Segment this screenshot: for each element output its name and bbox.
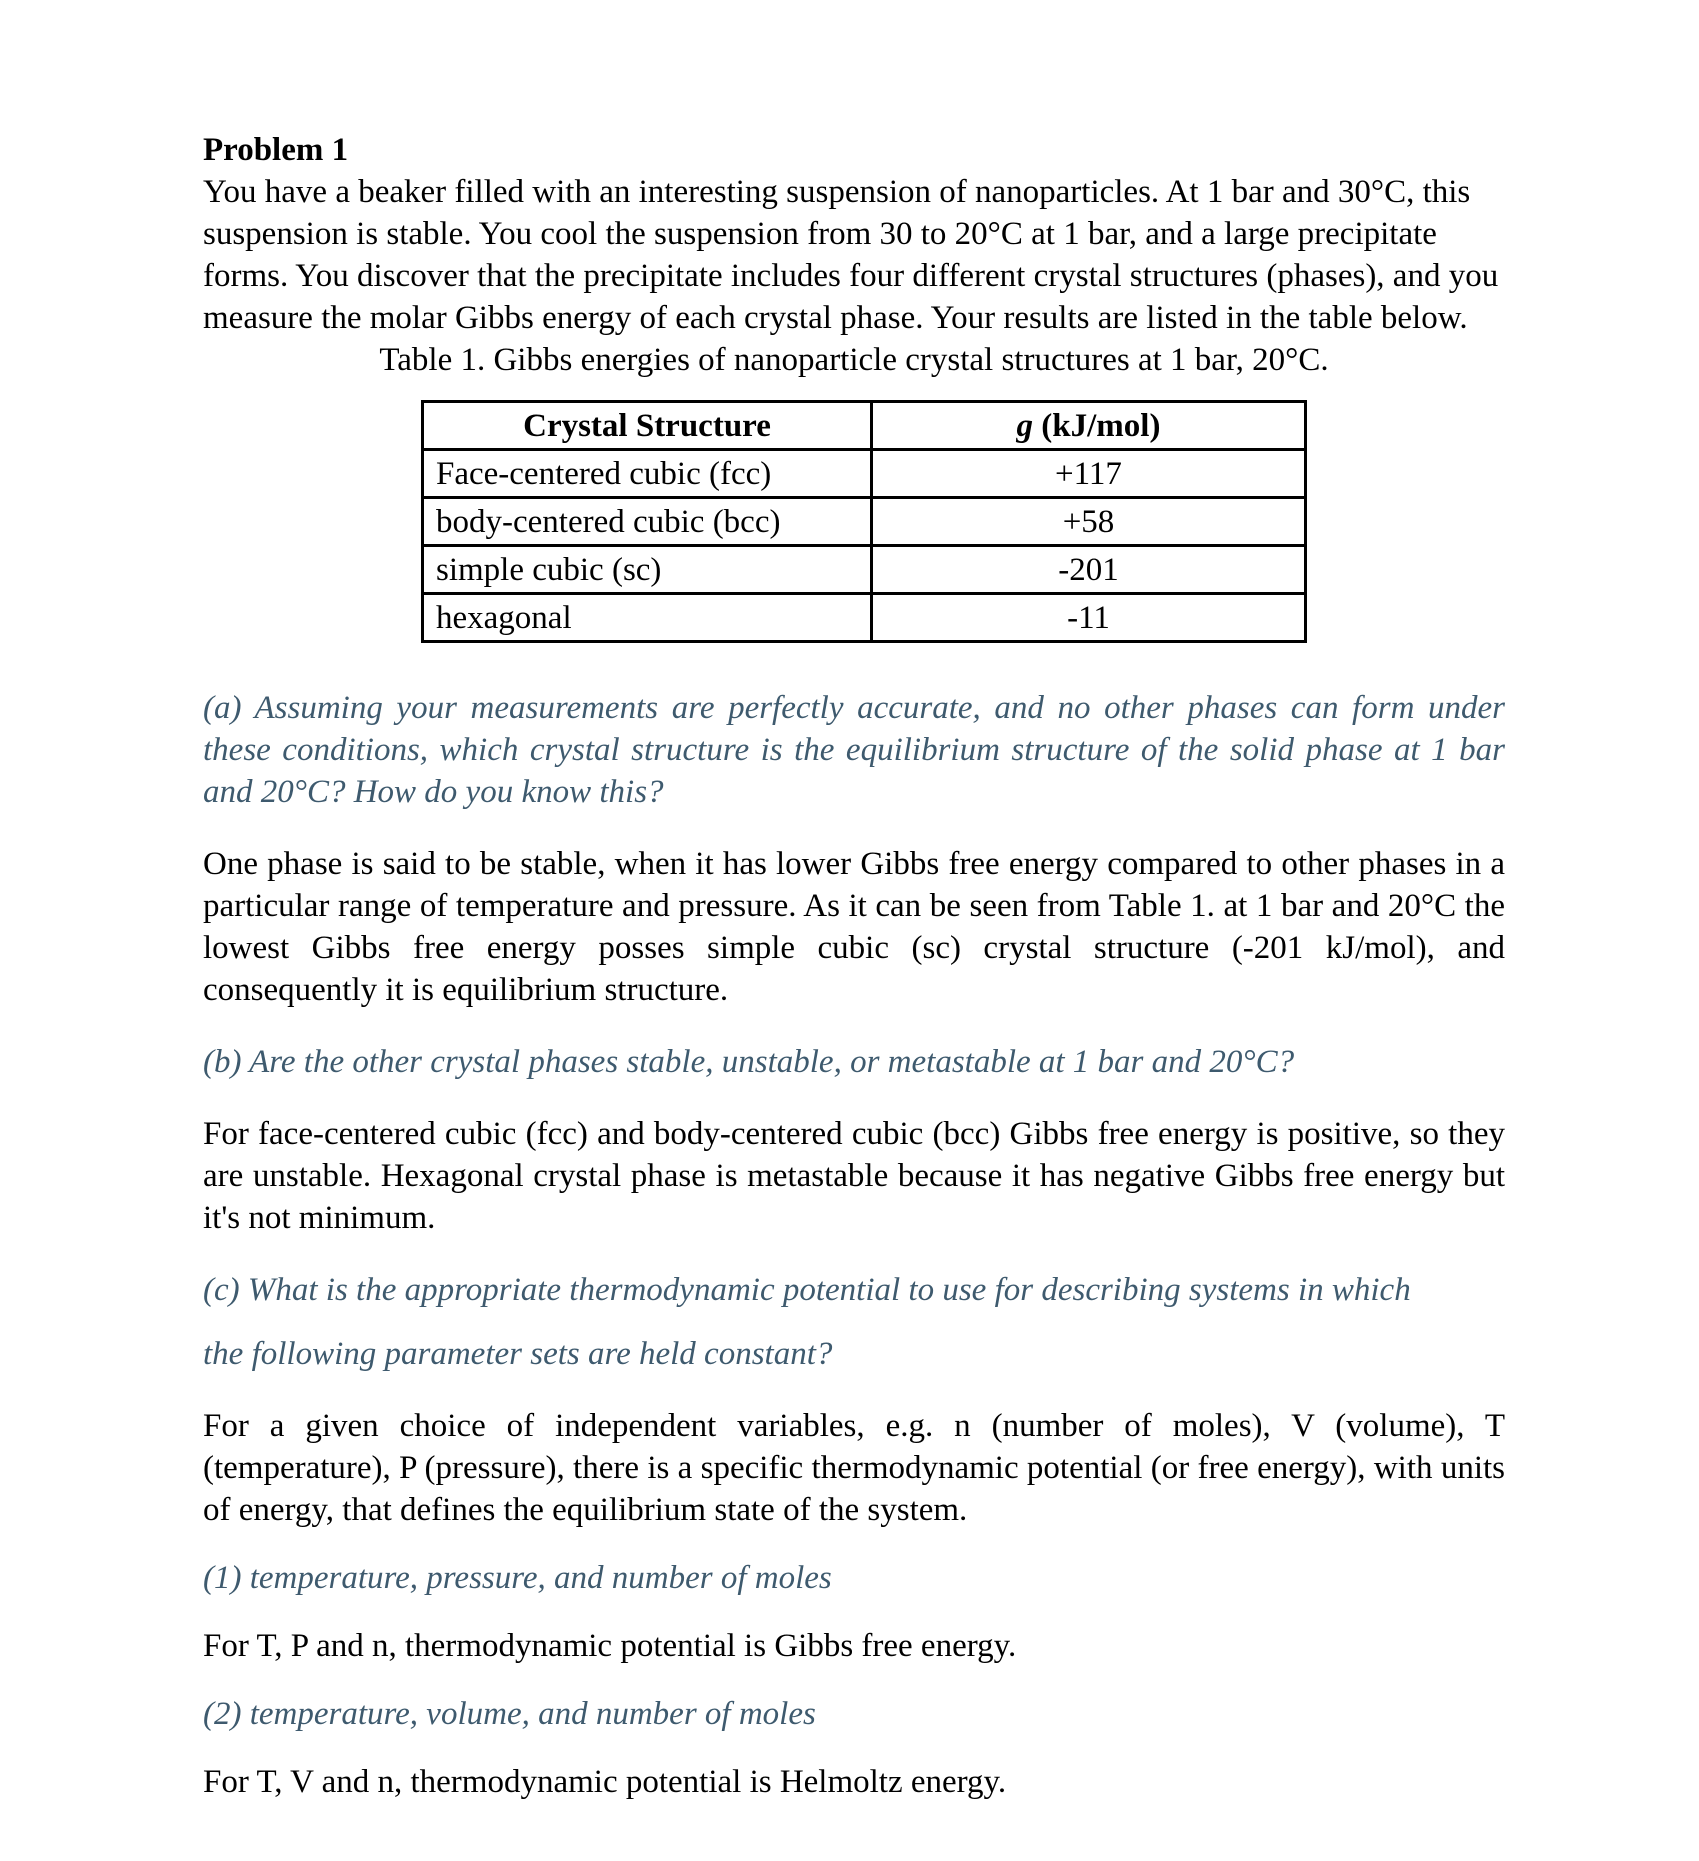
table-row-sc	[423, 546, 1306, 594]
cell-structure-bcc: body-centered cubic (bcc)	[423, 498, 872, 546]
answer-c: For a given choice of independent variables, e.g. n (number of moles), V (volume), T (temperature), P (pressure), there is a specific thermodynamic potential (or free energy), with units of energy, that defines the equilibrium state of the system.	[203, 1408, 1505, 1528]
gibbs-energy-table	[421, 400, 1307, 643]
cell-g-hexagonal: -11	[872, 594, 1306, 642]
answer-2: For T, V and n, thermodynamic potential is Helmoltz energy.	[203, 1764, 1007, 1800]
problem-title: Problem 1	[203, 132, 349, 168]
table-row-bcc	[423, 498, 1306, 546]
g-units: (kJ/mol)	[1033, 407, 1161, 444]
table-row-hexagonal	[423, 594, 1306, 642]
item-2-label: (2) temperature, volume, and number of moles	[203, 1696, 816, 1732]
question-c-line1: (c) What is the appropriate thermodynamic potential to use for describing systems in which	[203, 1272, 1411, 1308]
answer-b: For face-centered cubic (fcc) and body-centered cubic (bcc) Gibbs free energy is positive, so they are unstable. Hexagonal crystal phase is metastable because it has negative Gibbs free energy but it's not minimum.	[203, 1116, 1505, 1236]
question-b: (b) Are the other crystal phases stable, unstable, or metastable at 1 bar and 20°C?	[203, 1044, 1295, 1080]
question-c-line2: the following parameter sets are held constant?	[203, 1336, 833, 1372]
cell-g-sc: -201	[872, 546, 1306, 594]
question-a: (a) Assuming your measurements are perfectly accurate, and no other phases can form under these conditions, which crystal structure is the equilibrium structure of the solid phase at 1 bar and 20°C? How do you know this?	[203, 690, 1505, 810]
table-caption: Table 1. Gibbs energies of nanoparticle crystal structures at 1 bar, 20°C.	[379, 342, 1329, 378]
column-header-g-kjmol	[872, 402, 1306, 450]
g-symbol: g	[1016, 407, 1034, 444]
column-header-crystal-structure: Crystal Structure	[423, 402, 872, 450]
cell-g-fcc: +117	[872, 450, 1306, 498]
cell-structure-hexagonal: hexagonal	[423, 594, 872, 642]
answer-a: One phase is said to be stable, when it has lower Gibbs free energy compared to other phases in a particular range of temperature and pressure. As it can be seen from Table 1. at 1 bar and 20°C the lowest Gibbs free energy posses simple cubic (sc) crystal structure (-201 kJ/mol), and consequently it is equilibrium structure.	[203, 846, 1505, 1008]
answer-1: For T, P and n, thermodynamic potential is Gibbs free energy.	[203, 1628, 1017, 1664]
table-header-row	[423, 402, 1306, 450]
intro-paragraph: You have a beaker filled with an interesting suspension of nanoparticles. At 1 bar and 30°C, this suspension is stable. You cool the suspension from 30 to 20°C at 1 bar, and a large precipitate forms. You discover that the precipitate includes four different crystal structures (phases), and you measure the molar Gibbs energy of each crystal phase. Your results are listed in the table below.	[203, 174, 1499, 336]
cell-structure-sc: simple cubic (sc)	[423, 546, 872, 594]
cell-g-bcc: +58	[872, 498, 1306, 546]
cell-structure-fcc: Face-centered cubic (fcc)	[423, 450, 872, 498]
table-row-fcc	[423, 450, 1306, 498]
item-1-label: (1) temperature, pressure, and number of moles	[203, 1560, 832, 1596]
